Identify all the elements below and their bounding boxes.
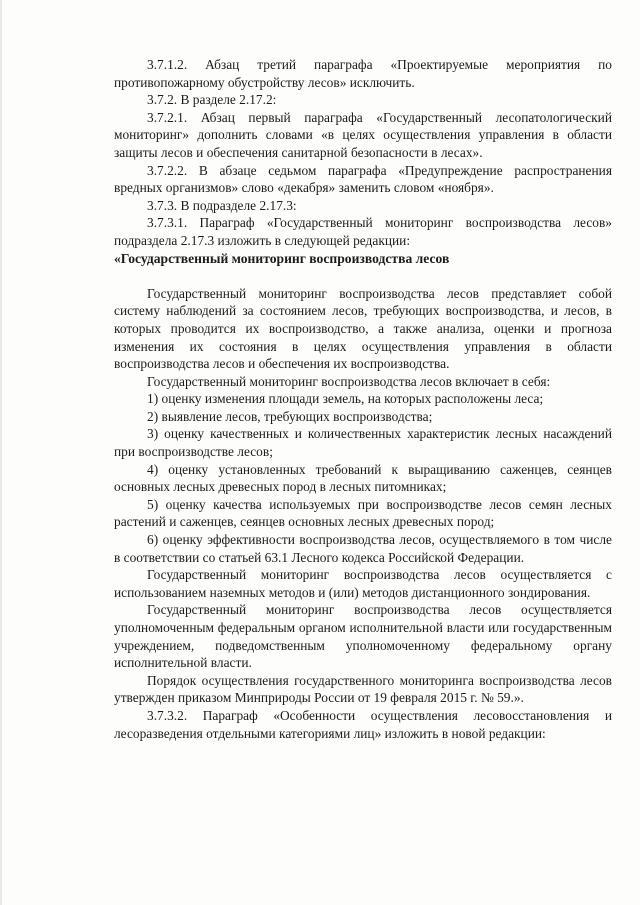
section-heading: «Государственный мониторинг воспроизводства лесов: [114, 250, 450, 266]
paragraph-definition: Государственный мониторинг воспроизводства лесов представляет собой систему наблюдений за состоянием лесов, требующих воспроизводства, и лесов, в которых проводится их воспроизводство, а также анализа, оценки и прогноза изменения их состояния в целях осуществления управления в области воспроизводства лесов и обеспечения их воспроизводства.: [114, 285, 612, 372]
paragraph-methods: Государственный мониторинг воспроизводства лесов осуществляется с использованием наземных методов и (или) методов дистанционного зондирования.: [114, 567, 612, 600]
paragraph-3-7-1-2: 3.7.1.2. Абзац третий параграфа «Проектируемые мероприятия по противопожарному обустройству лесов» исключить.: [114, 57, 612, 90]
list-item-1: 1) оценку изменения площади земель, на которых расположены леса;: [147, 391, 544, 407]
paragraph-3-7-2-2: 3.7.2.2. В абзаце седьмом параграфа «Предупреждение распространения вредных организмов» слово «декабря» заменить словом «ноября».: [114, 162, 612, 196]
document-text: [114, 56, 612, 742]
list-item-6: 6) оценку эффективности воспроизводства лесов, осуществляемого в том числе в соответствии со статьей 63.1 Лесного кодекса Российской Федерации.: [114, 532, 612, 565]
paragraph-authority: Государственный мониторинг воспроизводства лесов осуществляется уполномоченным федеральным органом исполнительной власти или государственным учреждением, подведомственным уполномоченному федеральному органу исполнительной власти.: [114, 602, 612, 671]
paragraph-3-7-3: 3.7.3. В подразделе 2.17.3:: [147, 197, 297, 213]
paragraph-3-7-2-1: 3.7.2.1. Абзац первый параграфа «Государственный лесопатологический мониторинг» дополнить словами «в целях осуществления управления в области защиты лесов и обеспечения санитарной безопасности в лесах».: [114, 109, 612, 160]
paragraph-3-7-3-1: 3.7.3.1. Параграф «Государственный мониторинг воспроизводства лесов» подраздела 2.17.3 изложить в следующей редакции:: [114, 215, 612, 248]
list-item-2: 2) выявление лесов, требующих воспроизводства;: [147, 408, 433, 424]
paragraph-3-7-2: 3.7.2. В разделе 2.17.2:: [147, 92, 277, 108]
list-item-3: 3) оценку качественных и количественных характеристик лесных насаждений при воспроизводстве лесов;: [114, 426, 612, 460]
list-item-4: 4) оценку установленных требований к выращиванию саженцев, сеянцев основных лесных древесных пород в лесных питомниках;: [114, 461, 612, 495]
list-item-5: 5) оценку качества используемых при воспроизводстве лесов семян лесных растений и саженцев, сеянцев основных лесных древесных пород;: [114, 496, 612, 530]
paragraph-procedure: Порядок осуществления государственного мониторинга воспроизводства лесов утвержден приказом Минприроды России от 19 февраля 2015 г. № 59.».: [114, 672, 612, 706]
paragraph-3-7-3-2: 3.7.3.2. Параграф «Особенности осуществления лесовосстановления и лесоразведения отдельными категориями лиц» изложить в новой редакции:: [114, 707, 612, 741]
blank-line: [114, 267, 612, 285]
paragraph-includes: Государственный мониторинг воспроизводства лесов включает в себя:: [147, 373, 551, 389]
